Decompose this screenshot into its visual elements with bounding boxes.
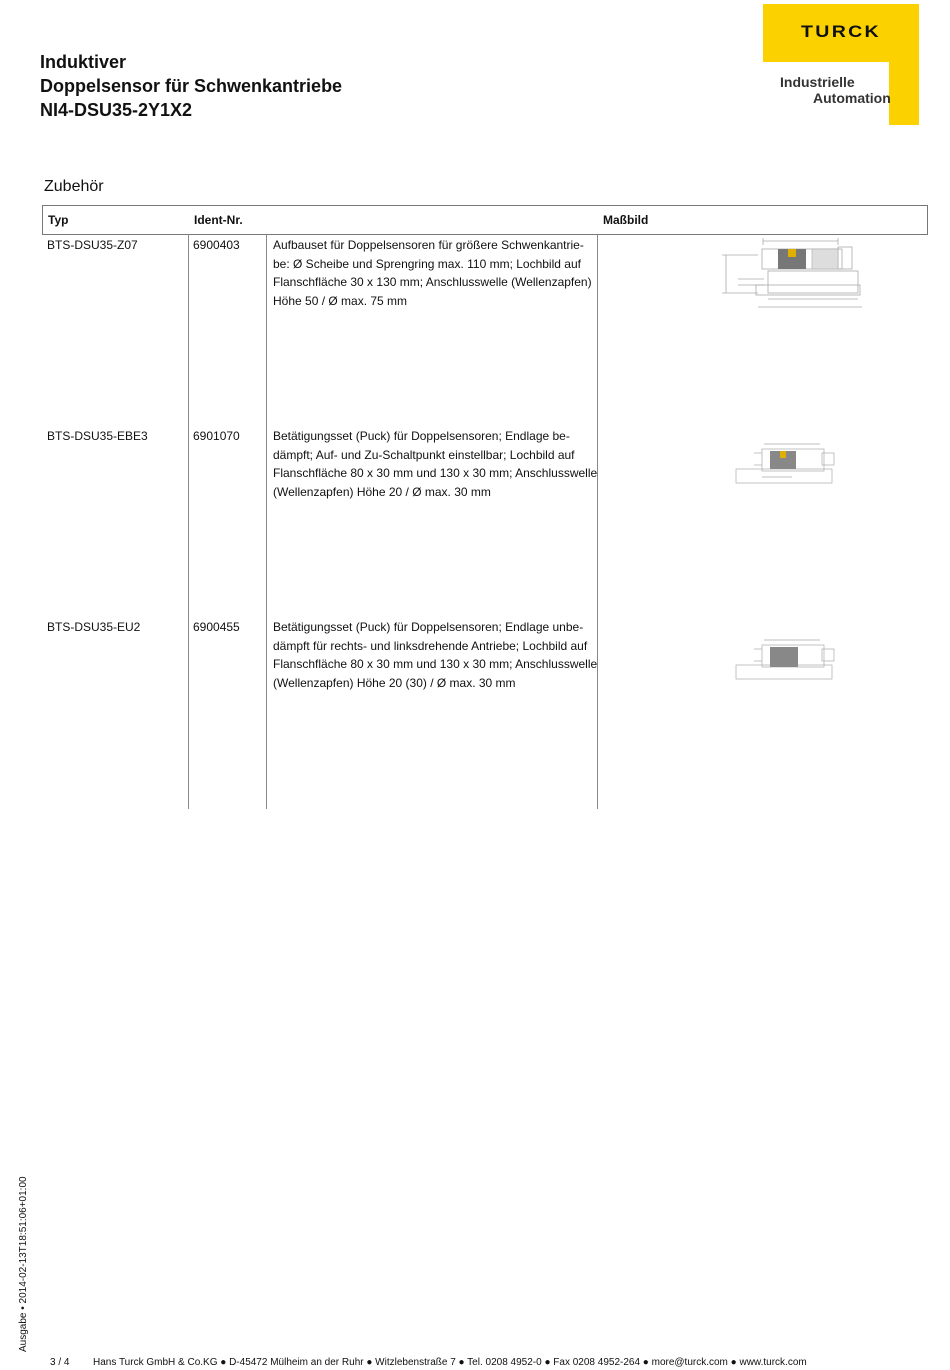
description-line: dämpft für rechts- und linksdrehende Antriebe; Lochbild auf xyxy=(273,638,588,653)
row-1-description xyxy=(273,236,598,310)
edition-timestamp: Ausgabe • 2014-02-13T18:51:06+01:00 xyxy=(18,1176,29,1352)
description-line: Flanschfläche 30 x 130 mm; Anschlusswelle (Wellenzapfen) xyxy=(273,275,592,289)
description-line: be: Ø Scheibe und Sprengring max. 110 mm; Lochbild auf xyxy=(273,256,581,271)
column-divider xyxy=(188,234,189,809)
row-1-ident: 6900403 xyxy=(193,238,240,252)
description-line: Höhe 50 / Ø max. 75 mm xyxy=(273,293,408,308)
header-typ: Typ xyxy=(48,213,69,227)
description-line: Betätigungsset (Puck) für Doppelsensoren; Endlage unbe- xyxy=(273,620,584,634)
description-line: Betätigungsset (Puck) für Doppelsensoren; Endlage be- xyxy=(273,429,570,443)
title-line-2: Doppelsensor für Schwenkantriebe xyxy=(40,76,343,96)
row-1-typ: BTS-DSU35-Z07 xyxy=(47,238,138,252)
logo-tagline-1: Industrielle xyxy=(780,74,855,90)
description-line: Aufbauset für Doppelsensoren für größere Schwenkantrie- xyxy=(273,238,584,252)
row-2-description xyxy=(273,427,598,501)
column-divider xyxy=(597,234,598,809)
dimension-drawing-ebe3 xyxy=(732,439,842,487)
row-3-ident: 6900455 xyxy=(193,620,240,634)
row-2-typ: BTS-DSU35-EBE3 xyxy=(47,429,148,443)
description-line: (Wellenzapfen) Höhe 20 / Ø max. 30 mm xyxy=(273,484,491,499)
description-line: (Wellenzapfen) Höhe 20 (30) / Ø max. 30 mm xyxy=(273,675,516,690)
title-line-1: Induktiver xyxy=(40,52,127,72)
description-line: dämpft; Auf- und Zu-Schaltpunkt einstellbar; Lochbild auf xyxy=(273,447,575,462)
company-address: Hans Turck GmbH & Co.KG ● D-45472 Mülheim an der Ruhr ● Witzlebenstraße 7 ● Tel. 0208 4952-0 ● Fax 0208 4952-264 ● more@turck.com ● www.turck.com xyxy=(93,1357,807,1368)
document-title xyxy=(40,50,342,122)
header-drawing: Maßbild xyxy=(603,213,649,227)
description-line: Flanschfläche 80 x 30 mm und 130 x 30 mm; Anschlusswelle xyxy=(273,657,598,671)
page-number: 3 / 4 xyxy=(50,1357,70,1368)
row-3-typ: BTS-DSU35-EU2 xyxy=(47,620,141,634)
accessory-table xyxy=(42,205,928,809)
dimension-drawing-z07 xyxy=(718,235,900,315)
section-title: Zubehör xyxy=(44,178,104,195)
row-3-description xyxy=(273,618,598,692)
header-ident: Ident-Nr. xyxy=(194,213,243,227)
column-divider xyxy=(266,234,267,809)
row-2-ident: 6901070 xyxy=(193,429,240,443)
logo-wordmark: TURCK xyxy=(801,22,881,41)
table-header xyxy=(42,205,928,235)
description-line: Flanschfläche 80 x 30 mm und 130 x 30 mm; Anschlusswelle xyxy=(273,466,598,480)
logo-tagline-2: Automation xyxy=(813,90,891,106)
turck-logo xyxy=(763,4,919,125)
title-line-3: NI4-DSU35-2Y1X2 xyxy=(40,100,193,120)
dimension-drawing-eu2 xyxy=(732,635,842,683)
